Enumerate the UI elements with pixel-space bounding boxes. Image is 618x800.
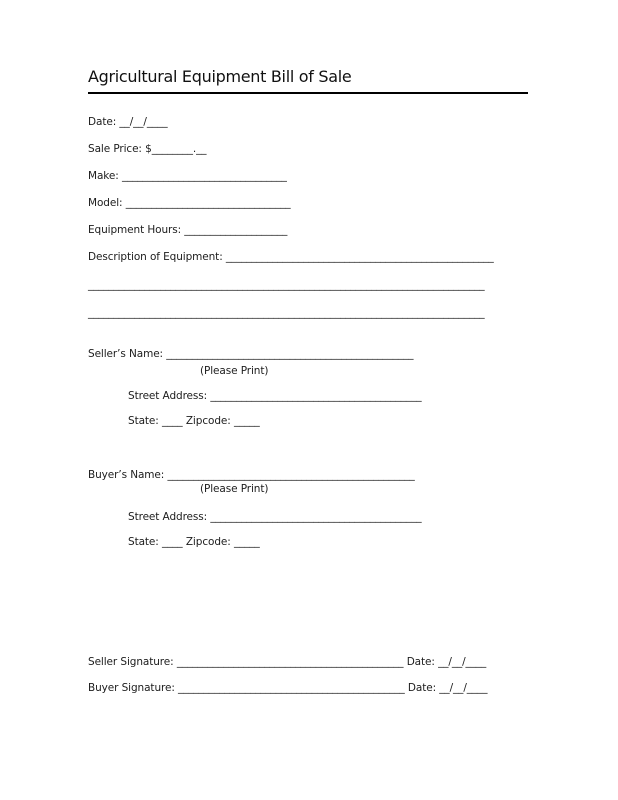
seller-street-blank: _________________________________________ <box>210 390 422 402</box>
buyer-zipcode-label: Zipcode: <box>185 536 231 548</box>
buyer-street-row <box>128 511 528 524</box>
seller-signature-label: Seller Signature: <box>88 656 174 668</box>
buyer-name-label: Buyer’s Name: <box>88 469 165 481</box>
seller-signature-row <box>88 656 528 669</box>
buyer-signature-label: Buyer Signature: <box>88 682 175 694</box>
sale-price-label: Sale Price: <box>88 143 142 155</box>
description-line-3: _____________________________________________________________________________ <box>88 307 485 319</box>
buyer-signature-date-label: Date: <box>407 682 437 694</box>
sale-price-row <box>88 143 528 156</box>
description-label: Description of Equipment: <box>88 251 223 263</box>
seller-state-zip-row <box>128 415 528 428</box>
seller-zipcode-blank: _____ <box>233 415 260 427</box>
make-blank: ________________________________ <box>121 170 287 182</box>
seller-street-label: Street Address: <box>128 390 208 402</box>
buyer-signature-date-blank: __/__/____ <box>439 682 488 694</box>
seller-state-blank: ____ <box>161 415 183 427</box>
buyer-signature-blank: ____________________________________________ <box>178 682 405 694</box>
buyer-state-blank: ____ <box>161 536 183 548</box>
buyer-street-label: Street Address: <box>128 511 208 523</box>
equipment-hours-row <box>88 224 528 237</box>
seller-street-row <box>128 390 528 403</box>
model-blank: ________________________________ <box>125 197 291 209</box>
description-row <box>88 251 528 264</box>
description-line-2: _____________________________________________________________________________ <box>88 279 485 291</box>
make-row <box>88 170 528 183</box>
seller-name-blank: ________________________________________________ <box>166 348 414 360</box>
description-blank: ____________________________________________________ <box>225 251 494 263</box>
date-label: Date: <box>88 116 117 128</box>
buyer-state-label: State: <box>128 536 159 548</box>
seller-state-label: State: <box>128 415 159 427</box>
equipment-hours-blank: ____________________ <box>184 224 288 236</box>
seller-signature-blank: ____________________________________________ <box>176 656 404 668</box>
buyer-please-print: (Please Print) <box>200 483 269 495</box>
buyer-signature-row <box>88 682 528 695</box>
model-row <box>88 197 528 210</box>
model-label: Model: <box>88 197 123 209</box>
buyer-street-blank: _________________________________________ <box>210 511 422 523</box>
sale-price-blank: $________.__ <box>145 143 207 155</box>
buyer-state-zip-row <box>128 536 528 549</box>
make-label: Make: <box>88 170 119 182</box>
seller-signature-date-label: Date: <box>406 656 435 668</box>
seller-signature-date-blank: __/__/____ <box>438 656 487 668</box>
equipment-hours-label: Equipment Hours: <box>88 224 182 236</box>
buyer-name-blank: ________________________________________________ <box>167 469 415 481</box>
seller-name-row <box>88 348 528 361</box>
buyer-zipcode-blank: _____ <box>233 536 260 548</box>
seller-zipcode-label: Zipcode: <box>185 415 231 427</box>
date-row <box>88 116 528 129</box>
seller-name-label: Seller’s Name: <box>88 348 163 360</box>
seller-please-print: (Please Print) <box>200 365 269 377</box>
buyer-name-row <box>88 469 528 482</box>
document-title: Agricultural Equipment Bill of Sale <box>88 67 528 94</box>
date-blank: __/__/____ <box>119 116 168 128</box>
